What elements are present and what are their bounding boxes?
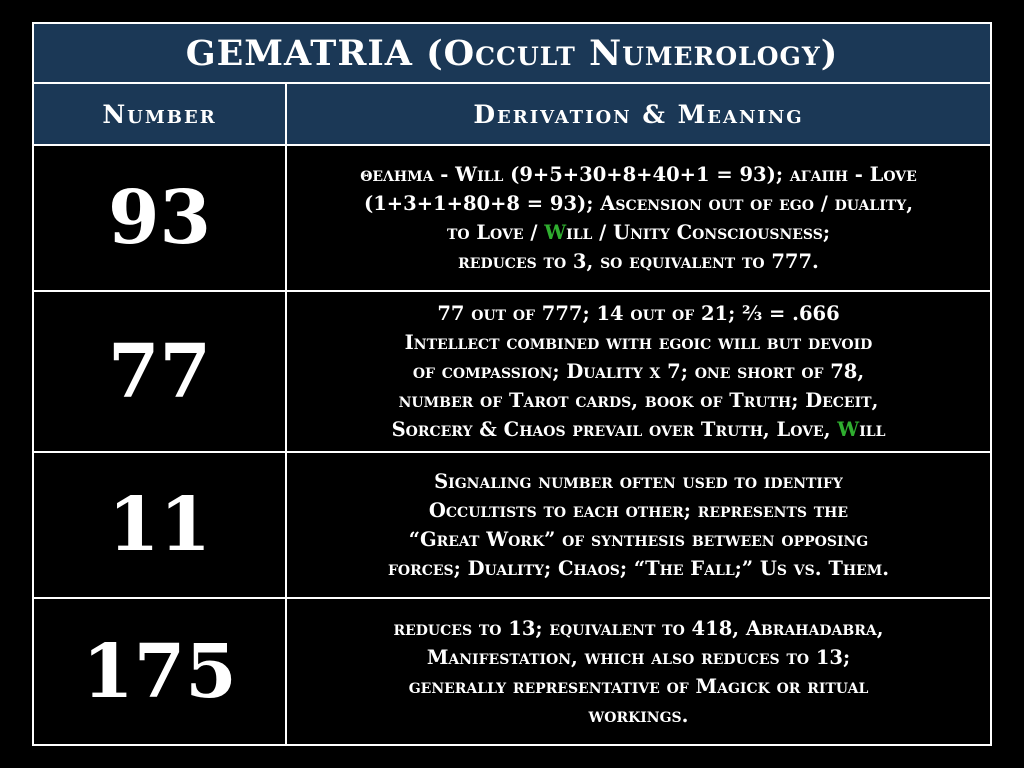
meaning-line: Occultists to each other; represents the <box>428 499 849 522</box>
meaning-cell-175 <box>287 599 990 745</box>
meaning-line: forces; Duality; Chaos; “The Fall;” Us vs. Them. <box>387 557 890 580</box>
meaning-line: workings. <box>588 704 689 727</box>
meaning-line: of compassion; Duality x 7; one short of 78, <box>412 360 865 383</box>
meaning-line: (1+3+1+80+8 = 93); Ascension out of ego / duality, <box>364 192 913 215</box>
meaning-line: “Great Work” of synthesis between opposing <box>408 528 869 551</box>
meaning-line: generally representative of Magick or ritual <box>408 675 869 698</box>
meaning-line: Signaling number often used to identify <box>434 470 843 493</box>
number-cell-93: 93 <box>34 146 287 292</box>
highlight-w: W <box>837 418 860 441</box>
meaning-line: Intellect combined with egoic will but devoid <box>404 331 873 354</box>
meaning-line: reduces to 3, so equivalent to 777. <box>458 250 819 273</box>
meaning-line: Manifestation, which also reduces to 13; <box>426 646 851 669</box>
meaning-cell-93 <box>287 146 990 292</box>
meaning-cell-11 <box>287 453 990 599</box>
highlight-w: W <box>544 221 567 244</box>
column-header-meaning: Derivation & Meaning <box>287 84 990 146</box>
number-cell-77: 77 <box>34 292 287 453</box>
meaning-line: to Love / Will / Unity Consciousness; <box>446 221 831 244</box>
table-title: GEMATRIA (Occult Numerology) <box>34 24 990 84</box>
number-cell-175: 175 <box>34 599 287 745</box>
meaning-cell-77 <box>287 292 990 453</box>
number-cell-11: 11 <box>34 453 287 599</box>
column-header-number: Number <box>34 84 287 146</box>
meaning-line: 77 out of 777; 14 out of 21; ⅔ = .666 <box>437 302 840 325</box>
meaning-line: reduces to 13; equivalent to 418, Abrahadabra, <box>393 617 884 640</box>
meaning-line: Sorcery & Chaos prevail over Truth, Love, Will <box>391 418 886 441</box>
meaning-line: number of Tarot cards, book of Truth; Deceit, <box>398 389 879 412</box>
gematria-table <box>32 22 992 746</box>
meaning-line: θελημα - Will (9+5+30+8+40+1 = 93); αγαπη - Love <box>360 163 917 186</box>
